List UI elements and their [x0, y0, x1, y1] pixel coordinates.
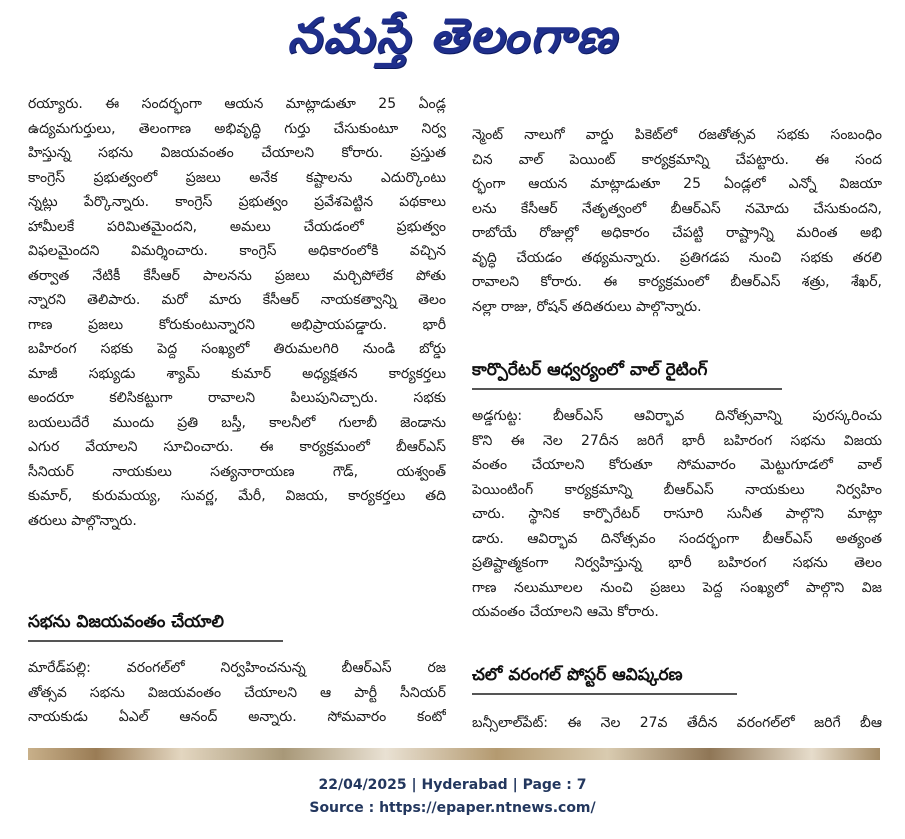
right-column-mid: [472, 404, 882, 625]
text-line: రాబోయే రోజుల్లో అధికారం చేపట్టి రాష్ట్రాన్ని మరింత అభి: [472, 225, 882, 241]
left-column: [28, 92, 446, 533]
newspaper-logo: నమస్తే తెలంగాణ: [287, 8, 618, 64]
footer-source-line: Source : https://epaper.ntnews.com/: [309, 800, 596, 816]
text-line: వృద్ధి చేయడం తథ్యమన్నారు. ప్రతిగడప నుంచి సభకు తరలి: [472, 249, 882, 266]
text-line: చారు. స్థానిక కార్పొరేటర్ రాసూరి సునీత పాల్గొని మాట్లా: [472, 506, 882, 522]
text-line: న్నట్లు పేర్కొన్నారు. కాంగ్రెస్ ప్రభుత్వం ప్రవేశపెట్టిన పథకాలు: [28, 194, 446, 210]
text-line: ప్రతిష్టాత్మకంగా నిర్వహిస్తున్న భారీ బహిరంగ సభను తెలం: [472, 555, 882, 571]
text-line: బహిరంగ సభకు పెద్ద సంఖ్యలో తిరుమలగిరి నుండి బోర్డు: [28, 341, 446, 357]
right-subhead2-rule: [472, 693, 737, 695]
text-line: అందరూ కలిసికట్టుగా రావాలని పిలుపునిచ్చారు. సభకు: [28, 390, 446, 406]
text-line: బయలుదేరే ముందు ప్రతి బస్తీ, కాలనీలో గులాబీ జెండాను: [28, 414, 446, 431]
left-subhead-rule: [28, 640, 283, 642]
text-line: తర్వాత నేటికీ కేసీఆర్ పాలనను ప్రజలు మర్చిపోలేక పోతు: [28, 267, 446, 284]
text-line: సీనియర్ నాయకులు సత్యనారాయణ గౌడ్, యశ్వంత్: [28, 463, 446, 480]
right-subhead-wall-writing: కార్పొరేటర్ ఆధ్వర్యంలో వాల్ రైటింగ్: [472, 360, 708, 380]
text-line: చిన వాల్ పెయింట్ కార్యక్రమాన్ని చేపట్టారు. ఈ సంద: [472, 151, 882, 168]
text-line: ఎగుర వేయాలని సూచించారు. ఈ కార్యక్రమంలో బీఆర్ఎస్: [28, 439, 446, 455]
text-line: హిస్తున్న సభను విజయవంతం చేయాలని కోరారు. ప్రస్తుత: [28, 145, 446, 161]
text-line: అడ్డగుట్ట: బీఆర్ఎస్ ఆవిర్భావ దినోత్సవాన్ని పురస్కరించు: [472, 408, 882, 424]
text-line: తోత్సవ సభను విజయవంతం చేయాలని ఆ పార్టీ సీనియర్: [28, 684, 446, 701]
left-column-bottom: [28, 656, 446, 730]
text-line: హామీలకే పరిమితమైందని, అమలు చేయడంలో ప్రభుత్వం: [28, 218, 446, 235]
right-subhead1-rule: [472, 388, 782, 390]
text-line: గాణ నలుమూలల నుంచి ప్రజలు పెద్ద సంఖ్యలో పాల్గొని విజ: [472, 579, 882, 596]
text-line: వంతం చేయాలని కోరుతూ సోమవారం మెట్టుగూడలో వాల్: [472, 457, 882, 473]
text-line: కుమార్, కురుమయ్య, సువర్ణ, మేరీ, విజయ, కార్యకర్తలు తది: [28, 488, 446, 504]
footer-date-line: 22/04/2025 | Hyderabad | Page : 7: [318, 777, 587, 793]
right-column: [472, 123, 882, 319]
text-line: నల్లా రాజు, రోషన్ తదితరులు పాల్గొన్నారు.: [472, 298, 702, 315]
text-line: మాజీ సభ్యుడు శ్యామ్ కుమార్ అధ్యక్షతన కార్యకర్తలు: [28, 365, 446, 382]
text-line: గాణ ప్రజలు కోరుకుంటున్నారని అభిప్రాయపడ్డారు. భారీ: [28, 316, 446, 333]
text-line: రావాలని కోరారు. ఈ కార్యక్రమంలో బీఆర్ఎస్ శత్రు, శేఖర్,: [472, 274, 882, 290]
text-line: కాంగ్రెస్ ప్రభుత్వంలో ప్రజలు అనేక కష్టాలను ఎదుర్కొంటు: [28, 169, 446, 186]
masthead: [0, 0, 905, 86]
text-line: తరులు పాల్గొన్నారు.: [28, 512, 137, 529]
photo-strip: [28, 748, 880, 760]
right-subhead-poster: చలో వరంగల్ పోస్టర్ ఆవిష్కరణ: [472, 665, 683, 685]
text-line: యవంతం చేయాలని ఆమె కోరారు.: [472, 604, 659, 620]
text-line: బన్సీలాల్‌పేట్: ఈ నెల 27వ తేదీన వరంగల్‌లో జరిగే బీఆ: [472, 715, 882, 731]
text-line: కొని ఈ నెల 27దీన జరిగే భారీ బహిరంగ సభను విజయ: [472, 432, 882, 449]
text-line: రయ్యారు. ఈ సందర్భంగా ఆయన మాట్లాడుతూ 25 ఏండ్ల: [28, 96, 446, 112]
text-line: లను కేసీఆర్ నేతృత్వంలో బీఆర్ఎస్ నమోదు చేసుకుందని,: [472, 200, 882, 217]
text-line: మారేడ్‌పల్లి: వరంగల్‌లో నిర్వహించనున్న బీఆర్ఎస్ రజ: [28, 660, 446, 676]
text-line: విఫలమైందని విమర్శించారు. కాంగ్రెస్ అధికారంలోకి వచ్చిన: [28, 243, 446, 259]
text-line: డారు. ఆవిర్భావ దినోత్సవం సందర్భంగా బీఆర్ఎస్ అత్యంత: [472, 530, 882, 547]
text-line: న్మెంట్ నాలుగో వార్డు పికెట్‌లో రజతోత్సవ సభకు సంబంధిం: [472, 127, 882, 143]
text-line: పెయింటింగ్ కార్యక్రమాన్ని బీఆర్ఎస్ నాయకులు నిర్వహిం: [472, 481, 882, 498]
text-line: న్నారని తెలిపారు. మరో మారు కేసీఆర్ నాయకత్వాన్ని తెలం: [28, 292, 446, 308]
right-column-bottom: [472, 711, 882, 736]
text-line: ర్భంగా ఆయన మాట్లాడుతూ 25 ఏండ్లలో ఎన్నో విజయా: [472, 176, 882, 192]
left-subhead: సభను విజయవంతం చేయాలి: [28, 612, 224, 632]
text-line: ఉద్యమగుర్తులు, తెలంగాణ అభివృద్ధి గుర్తు చేసుకుంటూ నిర్వ: [28, 120, 446, 137]
text-line: నాయకుడు ఏఎల్ ఆనంద్ అన్నారు. సోమవారం కంటో: [28, 709, 446, 725]
